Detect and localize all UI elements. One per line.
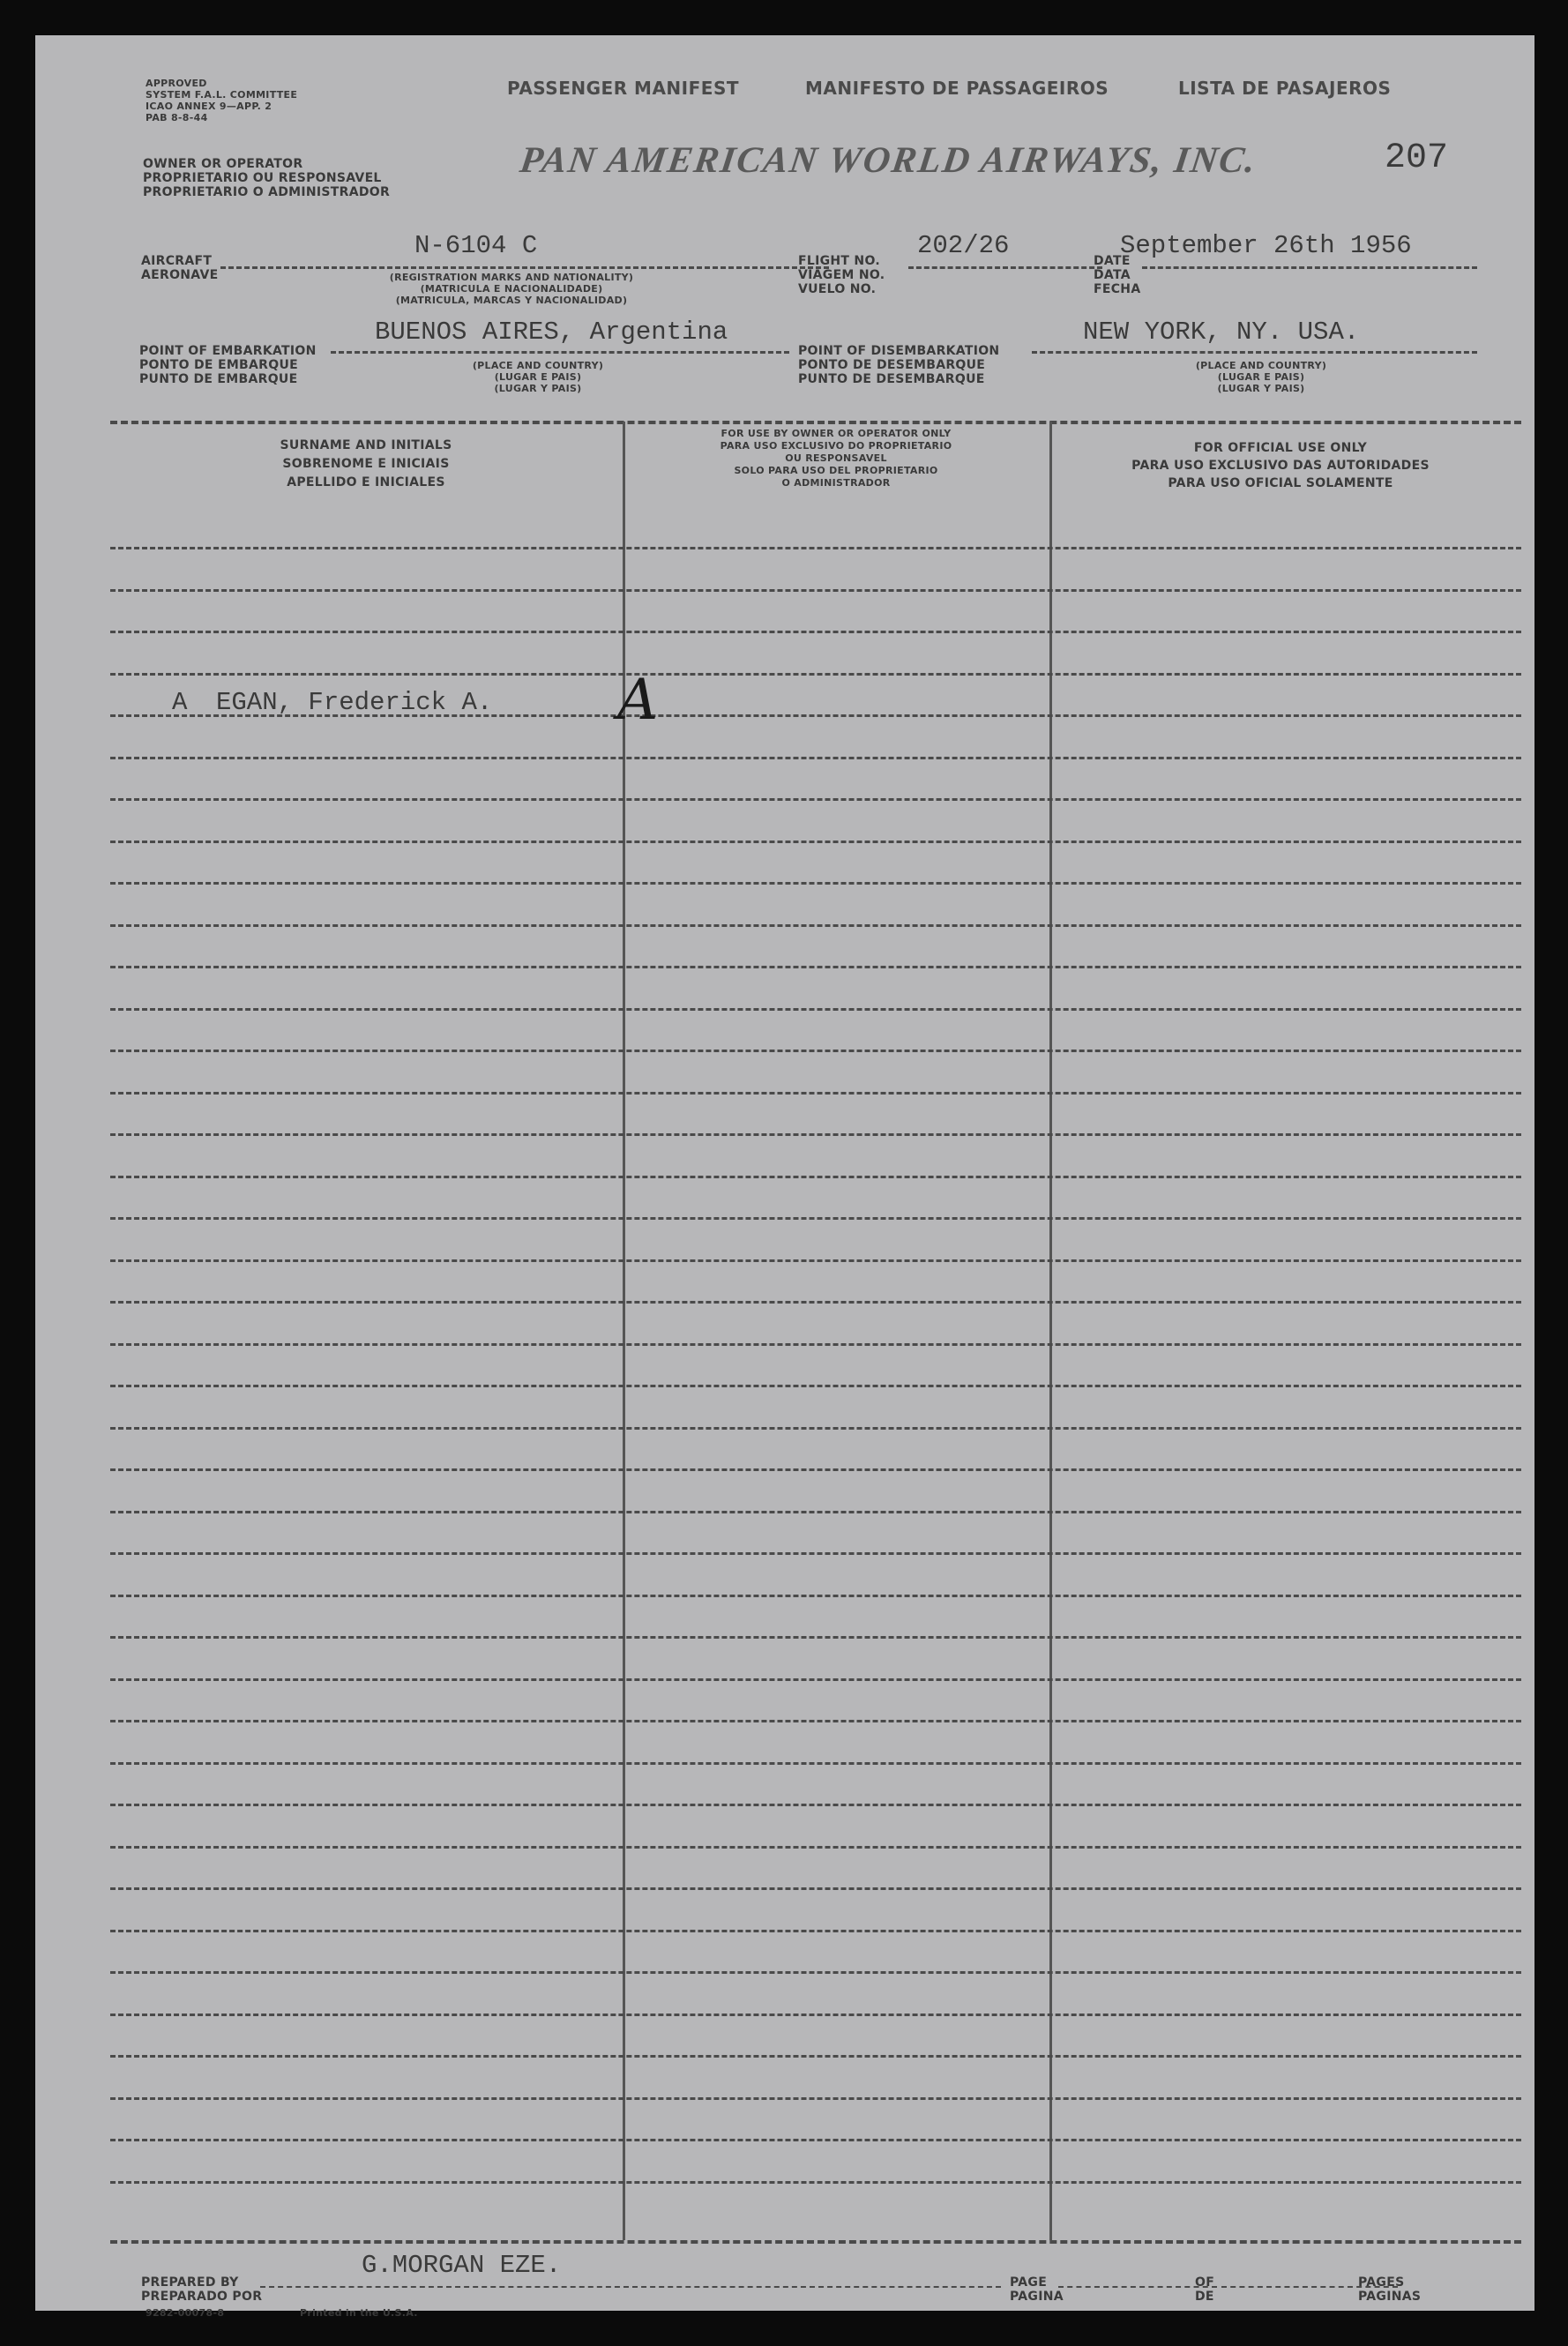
embarkation-sublabel-line: (PLACE AND COUNTRY) (472, 360, 604, 371)
flight-label-line: FLIGHT NO. (798, 254, 880, 268)
column-header-line: FOR OFFICIAL USE ONLY (1193, 441, 1368, 455)
page-label-line: PAGE (1010, 2275, 1048, 2290)
owner-label-line: PROPRIETARIO O ADMINISTRADOR (143, 185, 391, 199)
embarkation-underline (331, 351, 789, 354)
column-header-line: SOLO PARA USO DEL PROPRIETARIO (734, 465, 938, 476)
column-header-line: PARA USO EXCLUSIVO DAS AUTORIDADES (1131, 459, 1430, 473)
owner-label (143, 157, 390, 199)
disembarkation-value: NEW YORK, NY. USA. (1083, 318, 1360, 347)
row-rule (110, 2014, 1521, 2016)
aircraft-sublabel-line: (REGISTRATION MARKS AND NATIONALITY) (389, 272, 634, 283)
flight-underline (908, 266, 1102, 269)
embarkation-label (139, 344, 317, 386)
row-rule (110, 1217, 1521, 1220)
disembarkation-sublabel-line: (PLACE AND COUNTRY) (1195, 360, 1327, 371)
embarkation-value: BUENOS AIRES, Argentina (375, 318, 728, 347)
disembarkation-label-line: POINT OF DISEMBARKATION (798, 344, 1000, 358)
embarkation-sublabel-line: (LUGAR Y PAIS) (494, 383, 582, 394)
pages-label-line: PAGES (1358, 2275, 1405, 2290)
row-rule (110, 2181, 1521, 2184)
disembarkation-label-line: PONTO DE DESEMBARQUE (798, 358, 986, 372)
owner-label-line: OWNER OR OPERATOR (143, 157, 303, 171)
flight-label-line: VIAGEM NO. (798, 268, 885, 282)
prepared-by-label-line: PREPARADO POR (141, 2290, 263, 2304)
column-header-line: APELLIDO E INICIALES (287, 475, 445, 489)
prepared-by-label-line: PREPARED BY (141, 2275, 239, 2290)
embarkation-label-line: PONTO DE EMBARQUE (139, 358, 298, 372)
row-rule (110, 1678, 1521, 1681)
row-rule (110, 1971, 1521, 1974)
row-rule (110, 1595, 1521, 1597)
column-header-line: PARA USO OFICIAL SOLAMENTE (1168, 476, 1393, 490)
row-rule (110, 1552, 1521, 1555)
column-header-official (1051, 439, 1510, 492)
aircraft-label (141, 254, 218, 282)
row-rule (110, 1636, 1521, 1639)
disembarkation-underline (1032, 351, 1477, 354)
aircraft-label-line: AIRCRAFT (141, 254, 213, 268)
row-rule (110, 1762, 1521, 1765)
row-rule (110, 1887, 1521, 1890)
disembarkation-label-line: PUNTO DE DESEMBARQUE (798, 372, 985, 386)
approval-line: APPROVED (146, 78, 207, 89)
aircraft-value: N-6104 C (414, 231, 538, 260)
row-rule (110, 2097, 1521, 2100)
date-value: September 26th 1956 (1120, 231, 1412, 260)
operator-name: PAN AMERICAN WORLD AIRWAYS, INC. (517, 140, 1260, 181)
date-label (1094, 254, 1140, 296)
row-rule (110, 1133, 1521, 1136)
column-header-line: FOR USE BY OWNER OR OPERATOR ONLY (721, 428, 952, 439)
embarkation-sublabel (423, 360, 653, 394)
disembarkation-label (798, 344, 999, 386)
column-header-line: SOBRENOME E INICIAIS (282, 457, 450, 471)
date-label-line: FECHA (1094, 282, 1141, 296)
disembarkation-sublabel-line: (LUGAR Y PAIS) (1217, 383, 1305, 394)
of-label-line: OF (1195, 2275, 1215, 2290)
flight-label-line: VUELO NO. (798, 282, 877, 296)
approval-line: SYSTEM F.A.L. COMMITTEE (146, 89, 298, 101)
of-label (1195, 2275, 1214, 2304)
header-portuguese: MANIFESTO DE PASSAGEIROS (805, 78, 1109, 99)
row-rule (110, 1846, 1521, 1849)
row-rule (110, 1301, 1521, 1304)
row-rule (110, 1050, 1521, 1052)
passenger-name: EGAN, Frederick A. (216, 688, 493, 717)
row-rule (110, 1804, 1521, 1806)
row-rule (110, 924, 1521, 927)
row-rule (110, 1008, 1521, 1011)
embarkation-label-line: POINT OF EMBARKATION (139, 344, 317, 358)
aircraft-sublabel-line: (MATRICULA E NACIONALIDADE) (420, 283, 603, 295)
column-divider (1049, 422, 1052, 2240)
pages-label (1358, 2275, 1421, 2304)
row-rule (110, 1468, 1521, 1471)
embarkation-sublabel-line: (LUGAR E PAIS) (494, 371, 582, 383)
prepared-by-value: G.MORGAN EZE. (362, 2251, 562, 2280)
row-rule (110, 631, 1521, 633)
row-rule (110, 1259, 1521, 1262)
prepared-by-label (141, 2275, 262, 2304)
page-label-line: PAGINA (1010, 2290, 1064, 2304)
page-underline (1058, 2286, 1217, 2288)
date-label-line: DATA (1094, 268, 1131, 282)
table-bottom-rule (110, 2240, 1521, 2244)
approval-line: PAB 8-8-44 (146, 112, 208, 123)
disembarkation-sublabel (1146, 360, 1376, 394)
owner-handwritten-mark: A (617, 668, 659, 733)
row-rule (110, 1385, 1521, 1387)
row-rule (110, 1930, 1521, 1932)
row-rule (110, 966, 1521, 968)
prepared-by-underline (260, 2286, 1001, 2288)
row-rule (110, 547, 1521, 549)
header-spanish: LISTA DE PASAJEROS (1178, 78, 1392, 99)
of-label-line: DE (1195, 2290, 1214, 2304)
row-rule (110, 589, 1521, 592)
row-rule (110, 882, 1521, 885)
row-rule (110, 757, 1521, 759)
row-rule (110, 2139, 1521, 2141)
row-rule (110, 673, 1521, 676)
table-top-rule (110, 421, 1521, 424)
owner-label-line: PROPRIETARIO OU RESPONSAVEL (143, 171, 382, 185)
page-number: 207 (1385, 138, 1449, 178)
column-header-line: OU RESPONSAVEL (785, 452, 887, 464)
column-header-line: SURNAME AND INITIALS (280, 438, 452, 452)
row-rule (110, 1427, 1521, 1430)
row-rule (110, 798, 1521, 801)
approval-block (146, 78, 297, 123)
aircraft-underline (220, 266, 829, 269)
pages-label-line: PAGINAS (1358, 2290, 1422, 2304)
row-rule (110, 1511, 1521, 1513)
embarkation-label-line: PUNTO DE EMBARQUE (139, 372, 298, 386)
disembarkation-sublabel-line: (LUGAR E PAIS) (1217, 371, 1305, 383)
column-header-line: O ADMINISTRADOR (781, 477, 891, 489)
column-header-owner (624, 428, 1048, 489)
aircraft-sublabel (326, 272, 697, 306)
row-rule (110, 1720, 1521, 1722)
aircraft-sublabel-line: (MATRICULA, MARCAS Y NACIONALIDAD) (395, 295, 628, 306)
row-rule (110, 1343, 1521, 1346)
form-number: 9282-00078-8 (146, 2307, 225, 2319)
date-underline (1142, 266, 1477, 269)
flight-label (798, 254, 885, 296)
aircraft-label-line: AERONAVE (141, 268, 219, 282)
row-rule (110, 1176, 1521, 1178)
flight-value: 202/26 (917, 231, 1010, 260)
date-label-line: DATE (1094, 254, 1131, 268)
column-header-surname (110, 437, 622, 492)
page-label (1010, 2275, 1064, 2304)
header-english: PASSENGER MANIFEST (507, 78, 739, 99)
manifest-sheet (35, 35, 1534, 2319)
column-header-line: PARA USO EXCLUSIVO DO PROPRIETARIO (720, 440, 952, 452)
row-rule (110, 841, 1521, 843)
printed-note: Printed in the U.S.A. (300, 2307, 418, 2319)
row-rule (110, 2055, 1521, 2058)
passenger-mark: A (172, 688, 188, 717)
approval-line: ICAO ANNEX 9—APP. 2 (146, 101, 273, 112)
row-rule (110, 1092, 1521, 1095)
